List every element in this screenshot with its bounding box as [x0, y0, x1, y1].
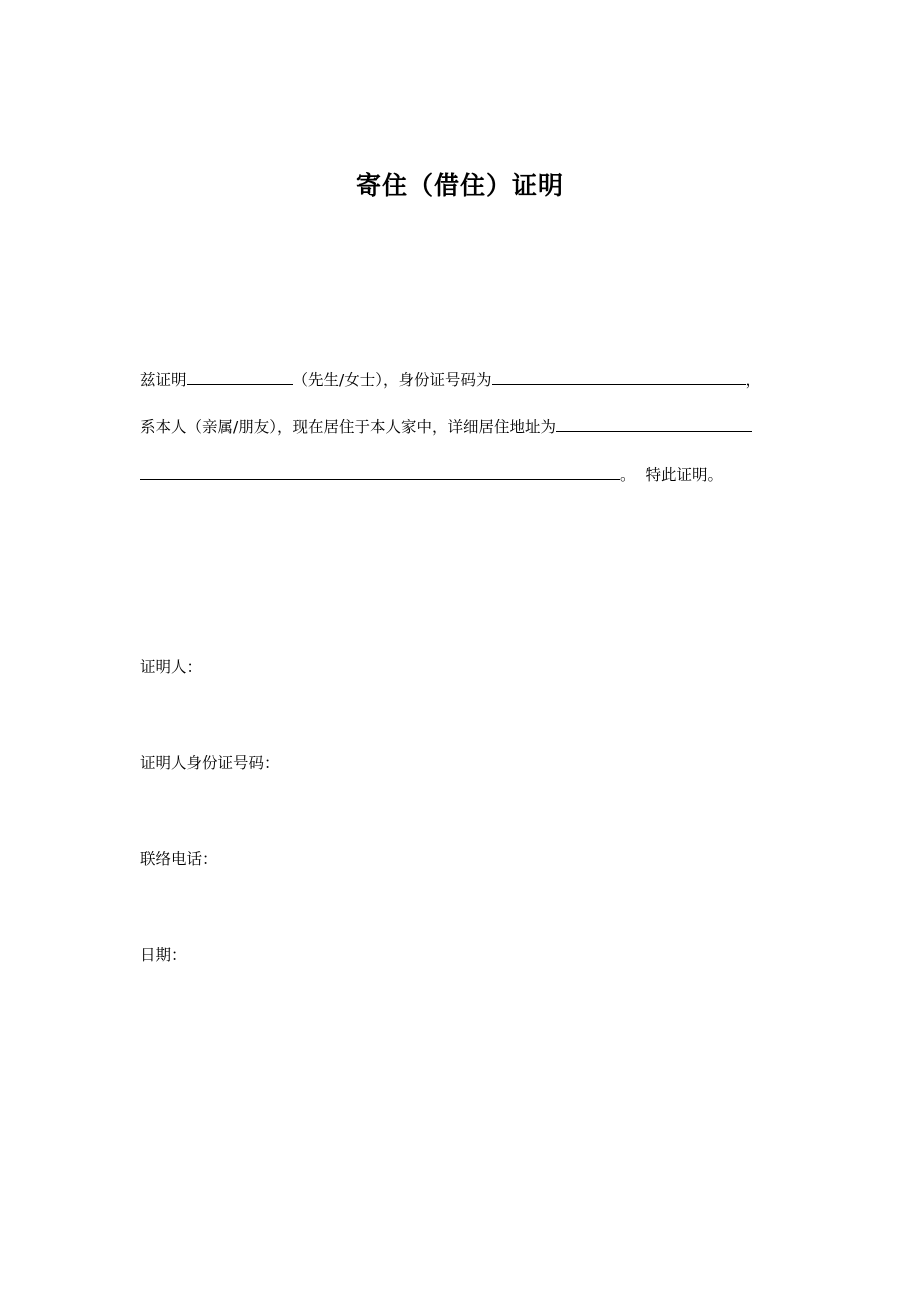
address-blank-2[interactable] [140, 463, 620, 480]
body-line-1 [140, 368, 761, 391]
line1-prefix: 兹证明 [140, 371, 187, 389]
document-title: 寄住（借住）证明 [355, 171, 564, 200]
address-blank-1[interactable] [556, 415, 752, 432]
certifier-id-field: 证明人身份证号码： [140, 754, 280, 772]
name-blank[interactable] [187, 368, 293, 385]
phone-field: 联络电话： [140, 850, 218, 868]
line3-end-mark: 。 [620, 466, 636, 484]
certifier-field: 证明人： [140, 658, 203, 676]
closing-text: 特此证明。 [645, 466, 724, 484]
id-number-blank[interactable] [492, 368, 746, 385]
date-field: 日期： [140, 946, 187, 964]
line1-middle: （先生/女士），身份证号码为 [292, 371, 492, 389]
line2-text: 系本人（亲属/朋友），现在居住于本人家中，详细居住地址为 [140, 418, 556, 436]
body-line-2 [140, 415, 752, 438]
body-line-3 [140, 463, 723, 486]
line1-suffix: ， [745, 371, 762, 389]
